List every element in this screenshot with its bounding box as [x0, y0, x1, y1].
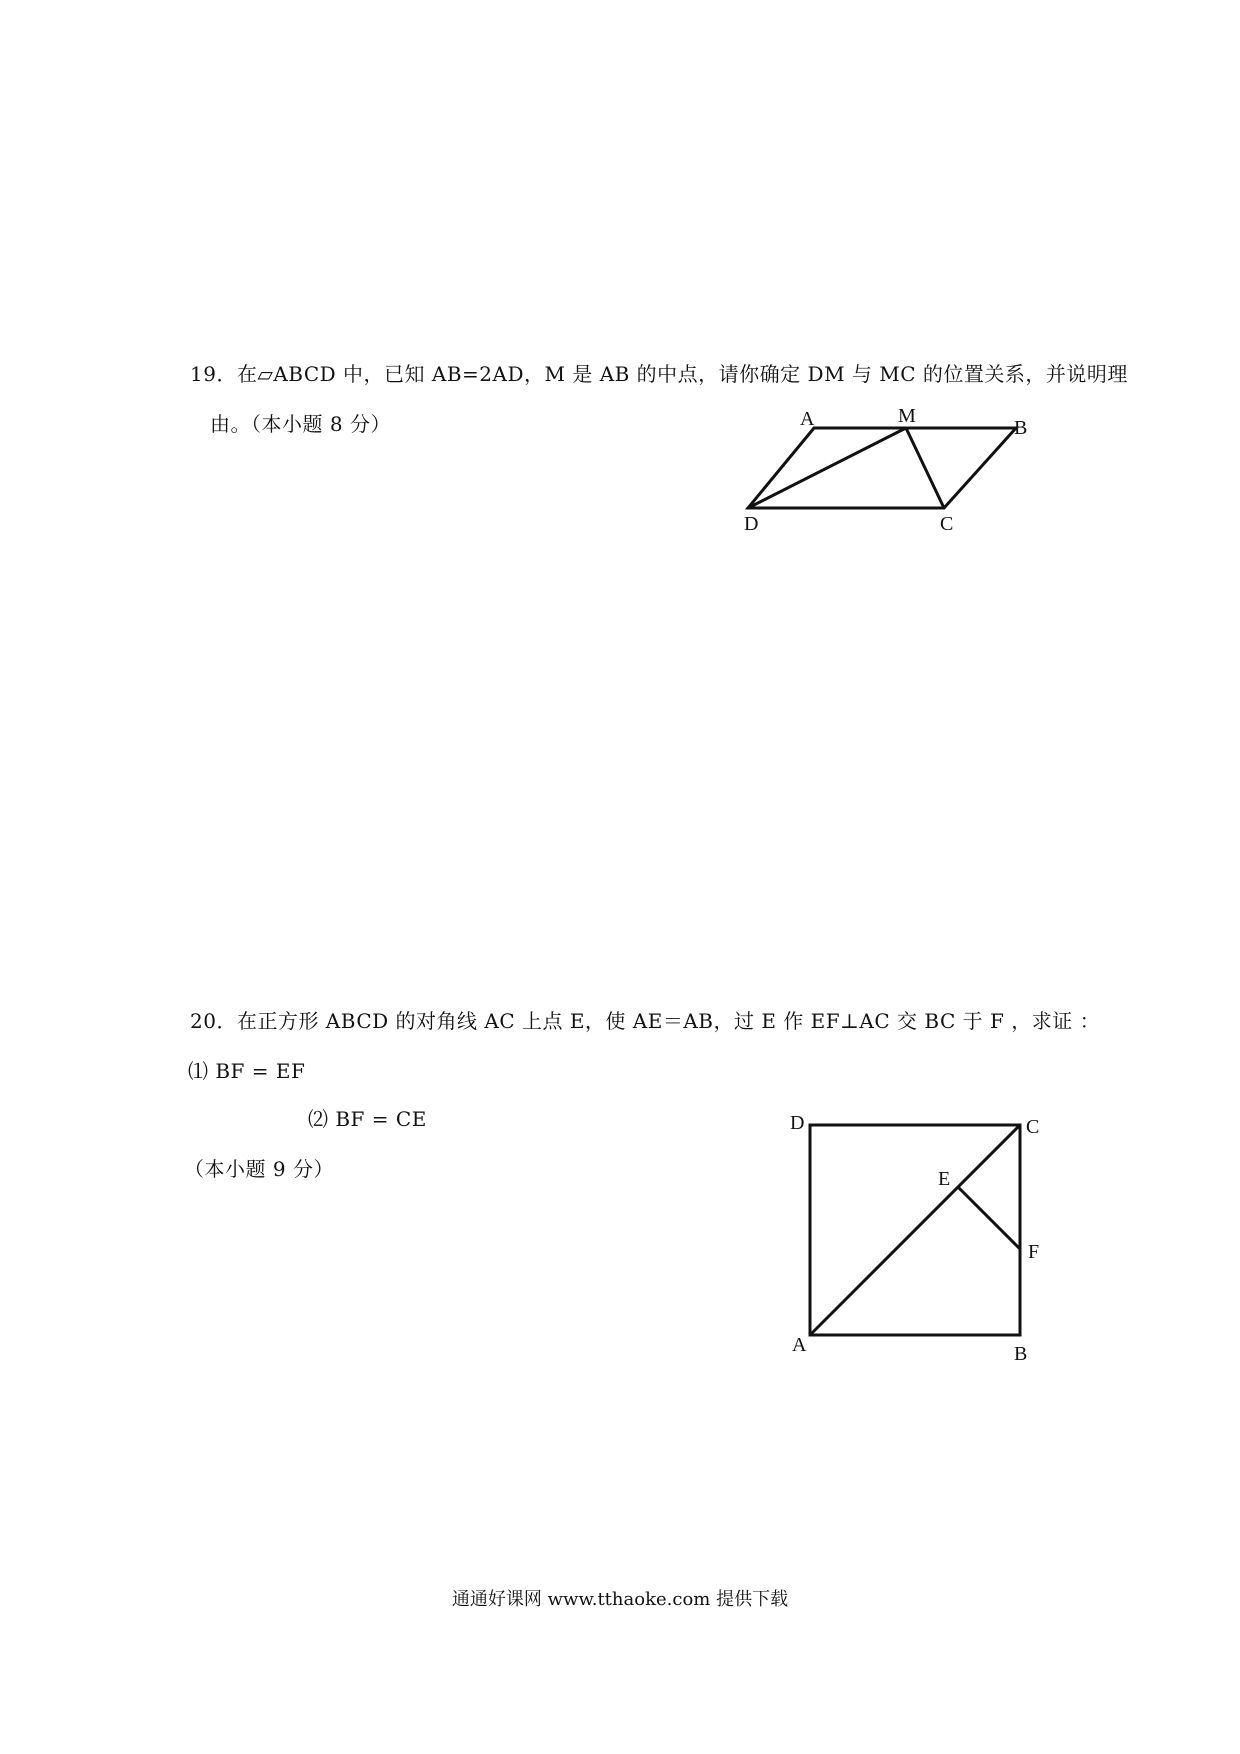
q19-text-line1: 19．在▱ABCD 中，已知 AB=2AD，M 是 AB 的中点，请你确定 DM 与 MC 的位置关系，并说明理 — [190, 362, 1128, 386]
q20-part2: ⑵ BF = CE — [308, 1107, 427, 1131]
q19-label-b: B — [1014, 417, 1028, 439]
q19-label-d: D — [744, 513, 759, 535]
q19-text-line2: 由。（本小题 8 分） — [210, 412, 391, 436]
q20-square-figure — [780, 1095, 1070, 1370]
q20-label-f: F — [1028, 1241, 1040, 1263]
q19-label-c: C — [940, 513, 954, 535]
q20-label-e: E — [938, 1168, 951, 1190]
q20-label-a: A — [792, 1334, 807, 1356]
q19-label-m: M — [898, 405, 916, 427]
q20-part1: ⑴ BF = EF — [188, 1059, 306, 1083]
q20-text-line1: 20．在正方形 ABCD 的对角线 AC 上点 E，使 AE＝AB，过 E 作 EF⊥AC 交 BC 于 F ，求证 ： — [190, 1009, 1101, 1033]
q20-label-b: B — [1014, 1343, 1028, 1365]
q20-label-c: C — [1026, 1116, 1040, 1138]
q19-segment-dm — [748, 428, 906, 508]
q19-label-a: A — [800, 408, 815, 430]
q20-segment-ef — [958, 1187, 1020, 1249]
q20-diagonal-ac — [810, 1125, 1020, 1335]
page-footer: 通通好课网 www.tthaoke.com 提供下载 — [451, 1589, 789, 1610]
q19-segment-mc — [906, 428, 944, 508]
q19-parallelogram-figure — [730, 400, 1050, 540]
q20-score: （本小题 9 分） — [184, 1157, 334, 1181]
q20-label-d: D — [790, 1112, 805, 1134]
